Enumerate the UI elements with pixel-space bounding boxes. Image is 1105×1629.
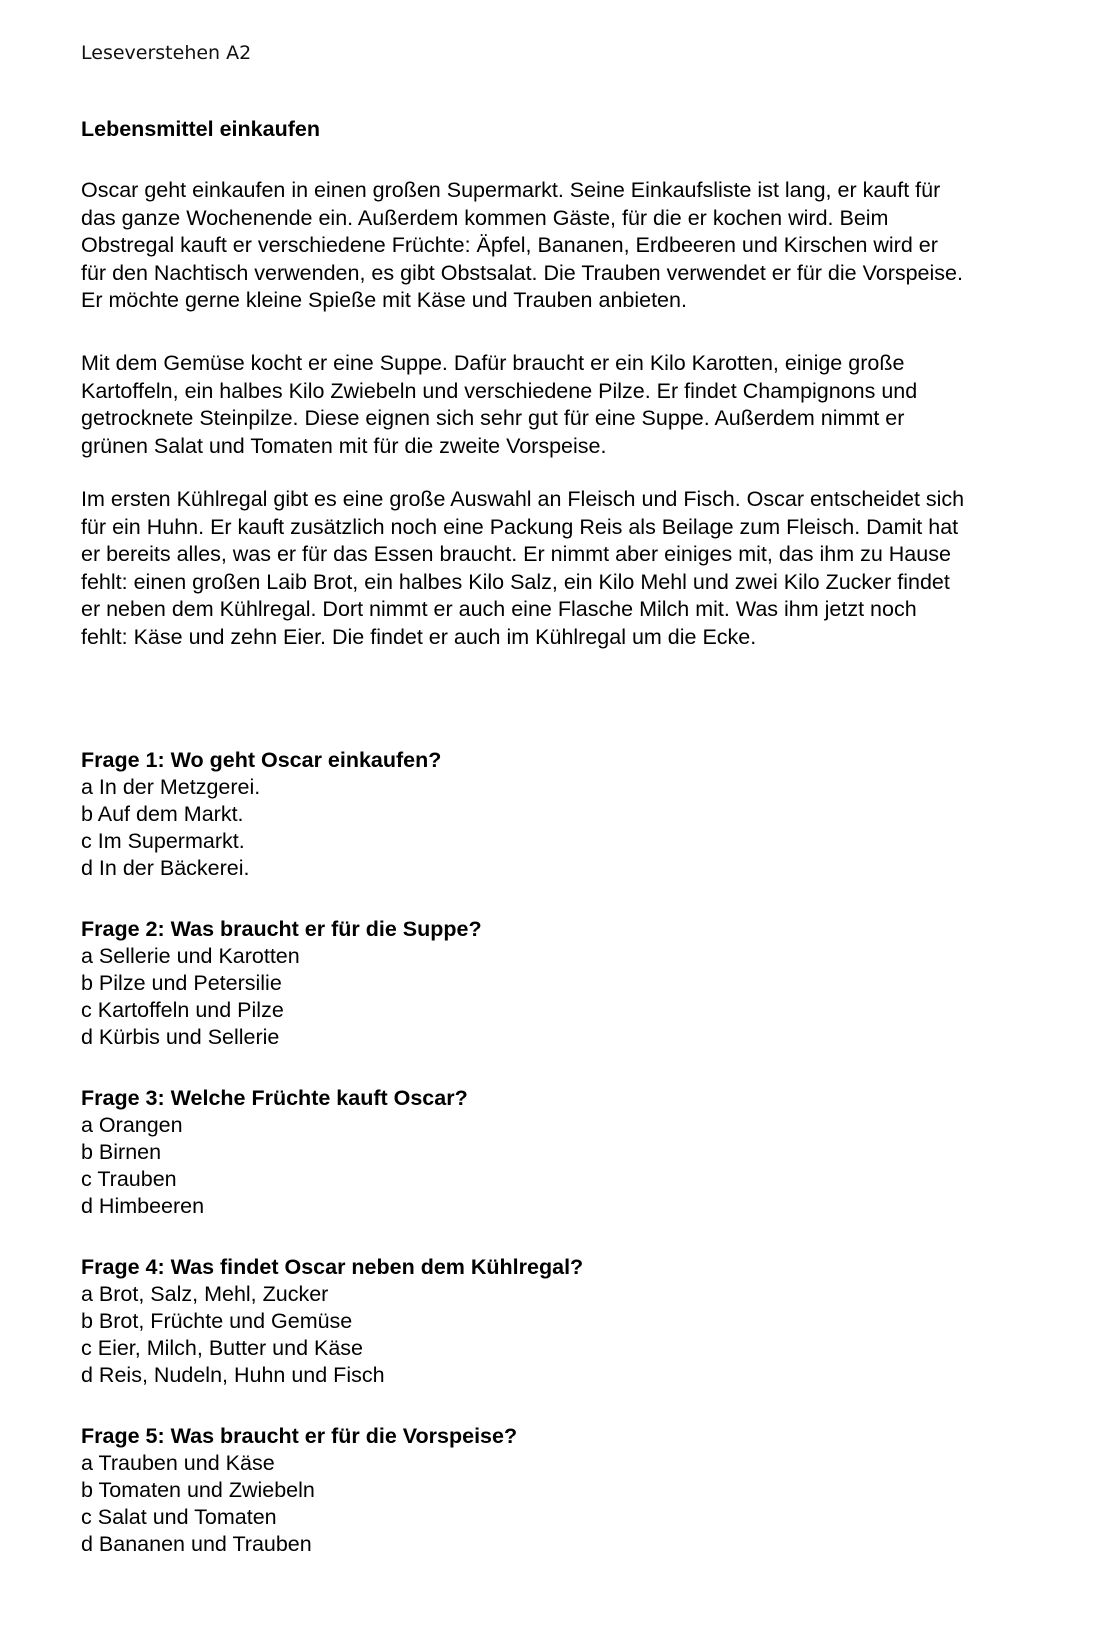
page-header: Leseverstehen A2 bbox=[81, 42, 252, 64]
reading-paragraph-3 bbox=[81, 486, 964, 652]
paragraph-line: Er möchte gerne kleine Spieße mit Käse und Trauben anbieten. bbox=[81, 288, 687, 313]
answer-option-b: b Brot, Früchte und Gemüse bbox=[81, 1309, 353, 1333]
paragraph-line: Oscar geht einkaufen in einen großen Supermarkt. Seine Einkaufsliste ist lang, er kauft für bbox=[81, 178, 941, 202]
paragraph-line: getrocknete Steinpilze. Diese eignen sich sehr gut für eine Suppe. Außerdem nimmt er bbox=[81, 406, 905, 431]
answer-option-a: a In der Metzgerei. bbox=[81, 775, 261, 799]
question-title: Frage 4: Was findet Oscar neben dem Kühlregal? bbox=[81, 1255, 584, 1279]
document-title: Lebensmittel einkaufen bbox=[81, 117, 320, 141]
paragraph-line: für den Nachtisch verwenden, es gibt Obstsalat. Die Trauben verwendet er für die Vorspeise. bbox=[81, 260, 963, 285]
answer-option-c: c Salat und Tomaten bbox=[81, 1505, 277, 1529]
answer-option-c: c Eier, Milch, Butter und Käse bbox=[81, 1336, 364, 1360]
paragraph-line: grünen Salat und Tomaten mit für die zweite Vorspeise. bbox=[81, 433, 607, 458]
answer-option-d: d Reis, Nudeln, Huhn und Fisch bbox=[81, 1363, 385, 1387]
answer-option-d: d Kürbis und Sellerie bbox=[81, 1025, 280, 1049]
answer-option-d: d Himbeeren bbox=[81, 1194, 205, 1218]
question-title: Frage 1: Wo geht Oscar einkaufen? bbox=[81, 748, 442, 772]
answer-option-b: b Auf dem Markt. bbox=[81, 802, 244, 826]
paragraph-line: fehlt: Käse und zehn Eier. Die findet er auch im Kühlregal um die Ecke. bbox=[81, 624, 757, 649]
paragraph-line: er bereits alles, was er für das Essen braucht. Er nimmt aber einiges mit, das ihm zu Hause bbox=[81, 542, 951, 567]
paragraph-line: fehlt: einen großen Laib Brot, ein halbes Kilo Salz, ein Kilo Mehl und zwei Kilo Zucker findet bbox=[81, 569, 950, 594]
reading-paragraph-1 bbox=[81, 177, 963, 315]
answer-option-a: a Orangen bbox=[81, 1113, 183, 1137]
paragraph-line: er neben dem Kühlregal. Dort nimmt er auch eine Flasche Milch mit. Was ihm jetzt noch bbox=[81, 597, 917, 622]
answer-option-c: c Kartoffeln und Pilze bbox=[81, 998, 284, 1022]
answer-option-c: c Trauben bbox=[81, 1167, 177, 1191]
answer-option-b: b Birnen bbox=[81, 1140, 162, 1164]
answer-option-b: b Pilze und Petersilie bbox=[81, 971, 282, 995]
answer-option-a: a Sellerie und Karotten bbox=[81, 944, 300, 968]
answer-option-b: b Tomaten und Zwiebeln bbox=[81, 1478, 315, 1502]
answer-option-a: a Brot, Salz, Mehl, Zucker bbox=[81, 1282, 329, 1306]
paragraph-line: Im ersten Kühlregal gibt es eine große Auswahl an Fleisch und Fisch. Oscar entscheidet sich bbox=[81, 487, 965, 511]
question-5 bbox=[81, 1423, 517, 1558]
question-3 bbox=[81, 1085, 468, 1220]
question-title: Frage 5: Was braucht er für die Vorspeise? bbox=[81, 1424, 518, 1448]
answer-option-c: c Im Supermarkt. bbox=[81, 829, 245, 853]
reading-paragraph-2 bbox=[81, 350, 917, 460]
question-1 bbox=[81, 747, 441, 882]
question-title: Frage 3: Welche Früchte kauft Oscar? bbox=[81, 1086, 468, 1110]
paragraph-line: Kartoffeln, ein halbes Kilo Zwiebeln und verschiedene Pilze. Er findet Champignons und bbox=[81, 378, 918, 403]
paragraph-line: Mit dem Gemüse kocht er eine Suppe. Dafür braucht er ein Kilo Karotten, einige große bbox=[81, 351, 905, 375]
paragraph-line: das ganze Wochenende ein. Außerdem kommen Gäste, für die er kochen wird. Beim bbox=[81, 205, 889, 230]
answer-option-d: d In der Bäckerei. bbox=[81, 856, 250, 880]
paragraph-line: Obstregal kauft er verschiedene Früchte: Äpfel, Bananen, Erdbeeren und Kirschen wird er bbox=[81, 233, 938, 258]
answer-option-a: a Trauben und Käse bbox=[81, 1451, 275, 1475]
question-4 bbox=[81, 1254, 583, 1389]
answer-option-d: d Bananen und Trauben bbox=[81, 1532, 312, 1556]
paragraph-line: für ein Huhn. Er kauft zusätzlich noch eine Packung Reis als Beilage zum Fleisch. Damit hat bbox=[81, 514, 959, 539]
question-title: Frage 2: Was braucht er für die Suppe? bbox=[81, 917, 482, 941]
question-2 bbox=[81, 916, 482, 1051]
